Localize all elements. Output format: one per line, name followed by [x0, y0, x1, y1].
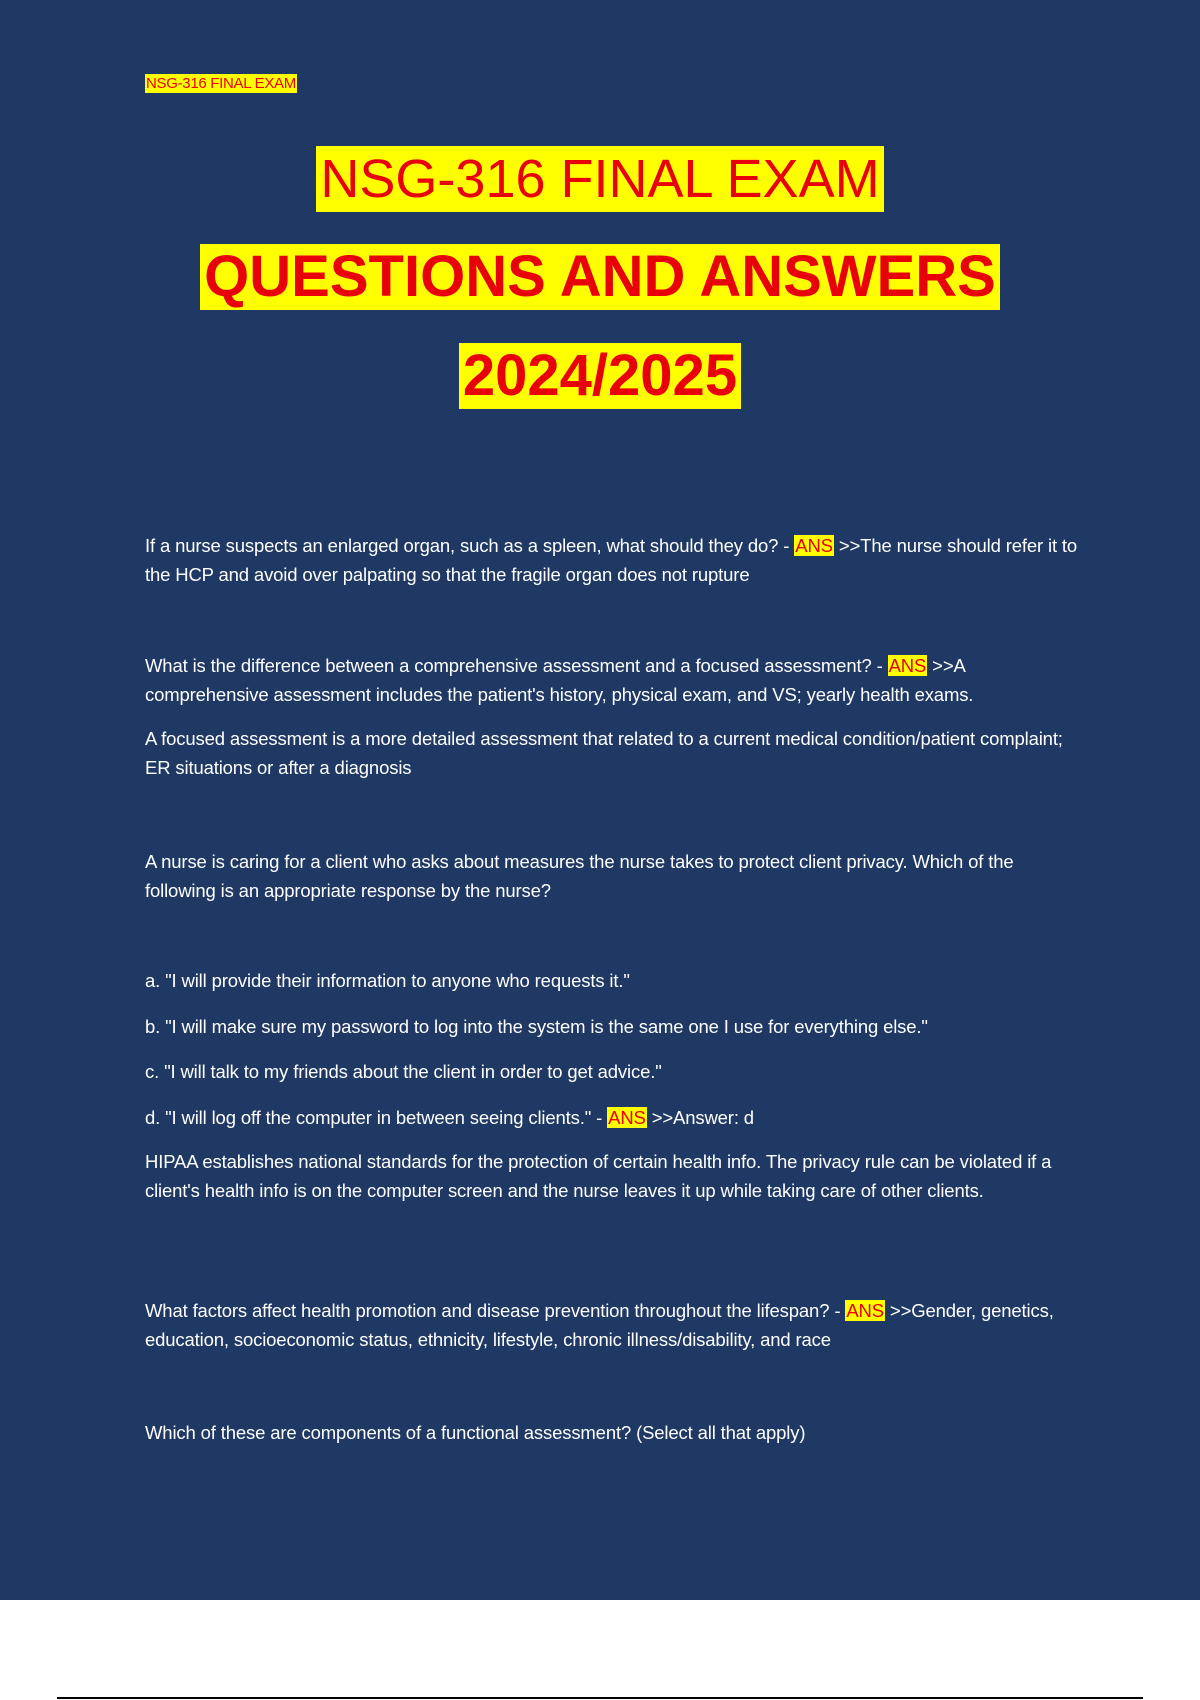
- qa-item-2: [145, 651, 1080, 782]
- question-text: A nurse is caring for a client who asks about measures the nurse takes to protect client privacy. Which of the following is an appropriate response by the nurse?: [145, 851, 1014, 901]
- question-text: What factors affect health promotion and disease prevention throughout the lifespan? -: [145, 1300, 846, 1321]
- page-bottom-rule: [57, 1697, 1143, 1699]
- title-line-3: 2024/2025: [459, 343, 741, 409]
- ans-label: ANS: [888, 655, 927, 676]
- ans-label: ANS: [608, 1107, 646, 1128]
- question-text: What is the difference between a comprehensive assessment and a focused assessment? -: [145, 655, 888, 676]
- title-line-2: QUESTIONS AND ANSWERS: [200, 244, 1000, 310]
- page-header: NSG-316 FINAL EXAM: [146, 75, 296, 92]
- ans-label: ANS: [846, 1300, 884, 1321]
- option-c: c. "I will talk to my friends about the client in order to get advice.": [145, 1061, 662, 1082]
- question-text: Which of these are components of a functional assessment? (Select all that apply): [145, 1422, 806, 1443]
- ans-label: ANS: [795, 535, 833, 556]
- title-line-3-wrap: [0, 343, 1200, 409]
- qa-paragraph: [145, 1296, 1080, 1354]
- qa-item-3-options: [145, 966, 1080, 1205]
- qa-item-1: [145, 531, 1080, 589]
- option-b: b. "I will make sure my password to log into the system is the same one I use for everything else.": [145, 1016, 928, 1037]
- answer-extra: HIPAA establishes national standards for the protection of certain health info. The privacy rule can be violated if a client's health info is on the computer screen and the nurse leaves it up while taking care of other clients.: [145, 1151, 1052, 1201]
- title-line-2-wrap: [0, 244, 1200, 310]
- option-d: [145, 1103, 1080, 1132]
- answer-extra: A focused assessment is a more detailed assessment that related to a current medical condition/patient complaint; ER situations or after a diagnosis: [145, 728, 1063, 778]
- option-a: a. "I will provide their information to anyone who requests it.": [145, 970, 630, 991]
- qa-item-4: [145, 1296, 1080, 1354]
- answer-text: >>The nurse should refer it to the HCP and avoid over palpating so that the fragile organ does not rupture: [145, 535, 1078, 585]
- option-d-text: d. "I will log off the computer in between seeing clients." -: [145, 1107, 608, 1128]
- answer-text: >>Answer: d: [646, 1107, 754, 1128]
- title-line-1-wrap: [0, 146, 1200, 212]
- title-line-1: NSG-316 FINAL EXAM: [316, 146, 883, 212]
- qa-item-5: [145, 1418, 1080, 1447]
- qa-paragraph: [145, 651, 1080, 709]
- answer-text: >>Gender, genetics, education, socioeconomic status, ethnicity, lifestyle, chronic illness/disability, and race: [145, 1300, 1054, 1350]
- qa-paragraph: [145, 531, 1080, 589]
- answer-text: >>A comprehensive assessment includes the patient's history, physical exam, and VS; yearly health exams.: [145, 655, 974, 705]
- qa-item-3: [145, 847, 1080, 905]
- question-text: If a nurse suspects an enlarged organ, such as a spleen, what should they do? -: [145, 535, 795, 556]
